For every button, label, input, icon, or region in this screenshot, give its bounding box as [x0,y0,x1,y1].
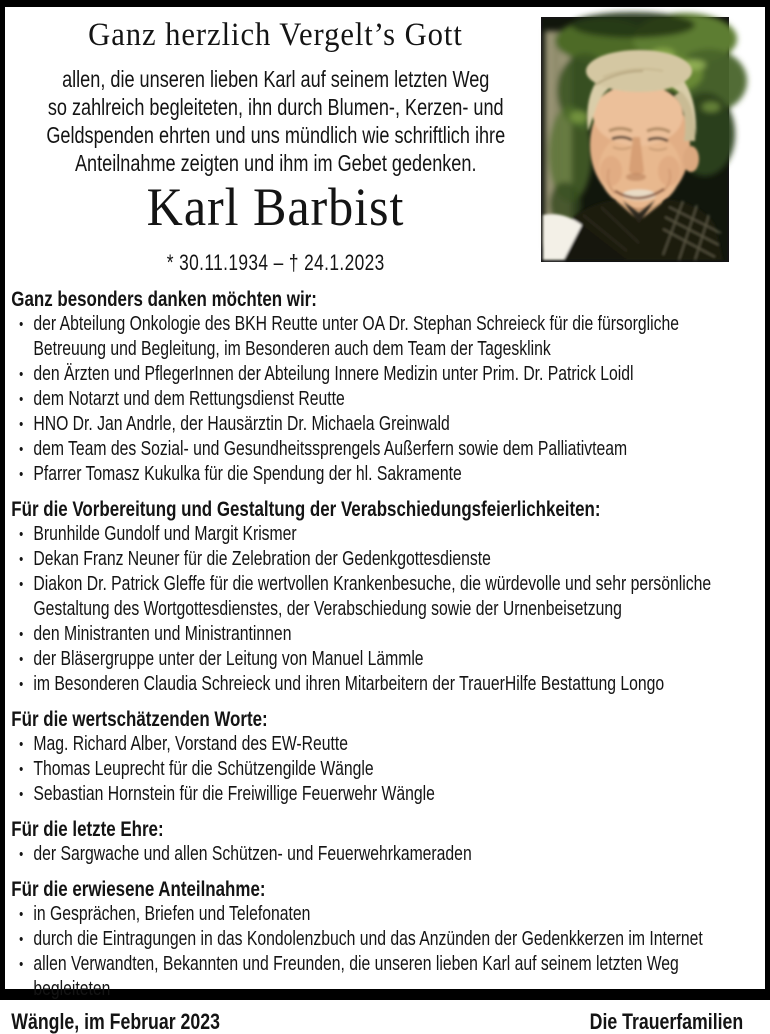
deceased-name: Karl Barbist [146,177,405,237]
signature: Die Trauerfamilien [589,1009,744,1034]
thanks-list [11,312,743,487]
list-item: • der Abteilung Onkologie des BKH Reutte unter OA Dr. Stephan Schreieck für die fürsorgliche Betreuung und Begleitung, im Besonderen auch dem Team der Tagesklink [11,312,743,362]
list-item: • allen Verwandten, Bekannten und Freunden, die unseren lieben Karl auf seinem letzten Weg begleiteten [11,952,743,1002]
intro-line: Anteilnahme zeigten und ihm im Gebet gedenken. [74,150,477,176]
headline-text: Ganz herzlich Vergelt’s Gott [88,17,464,53]
section-title: Für die Vorbereitung und Gestaltung der Verabschiedungsfeierlichkeiten: [11,497,601,521]
place-date: Wängle, im Februar 2023 [11,1009,220,1034]
list-item: • durch die Eintragungen in das Kondolenzbuch und das Anzünden der Gedenkkerzen im Internet [11,927,743,952]
deceased-name-line [11,177,540,247]
intro-text [11,65,540,177]
list-item: • Dekan Franz Neuner für die Zelebration der Gedenkgottesdienste [11,547,743,572]
intro-line: Geldspenden ehrten und uns mündlich wie schriftlich ihre [46,122,506,148]
intro-line: allen, die unseren lieben Karl auf seinem letzten Weg [62,66,490,92]
list-item: • der Bläsergruppe unter der Leitung von Manuel Lämmle [11,647,743,672]
headline [11,17,540,59]
section-title: Ganz besonders danken möchten wir: [11,287,317,311]
list-item: • Thomas Leuprecht für die Schützengilde Wängle [11,757,743,782]
section-title: Für die wertschätzenden Worte: [11,707,268,731]
list-item: • im Besonderen Claudia Schreieck und ihren Mitarbeitern der TrauerHilfe Bestattung Longo [11,672,743,697]
thanks-list [11,902,743,1002]
portrait-illustration [543,19,727,260]
list-item: • dem Notarzt und dem Rettungsdienst Reutte [11,387,743,412]
thanks-sections [11,287,743,1002]
list-item: • den Ärzten und PflegerInnen der Abteilung Innere Medizin unter Prim. Dr. Patrick Loidl [11,362,743,387]
thanks-list [11,522,743,697]
section-last-honor [11,817,743,867]
thanks-list [11,732,743,807]
list-item: • Sebastian Hornstein für die Freiwillige Feuerwehr Wängle [11,782,743,807]
notice-content-area [5,7,765,1034]
list-item: • der Sargwache und allen Schützen- und Feuerwehrkameraden [11,842,743,867]
section-special-thanks [11,287,743,487]
list-item: • Diakon Dr. Patrick Gleffe für die wertvollen Krankenbesuche, die würdevolle und sehr persönliche Gestaltung des Wortgottesdienstes, der Verabschiedung sowie der Urnenbeisetzung [11,572,743,622]
list-item: • Mag. Richard Alber, Vorstand des EW-Reutte [11,732,743,757]
section-ceremony [11,497,743,697]
list-item: • den Ministranten und Ministrantinnen [11,622,743,647]
portrait-photo [541,17,729,262]
list-item: • dem Team des Sozial- und Gesundheitssprengels Außerfern sowie dem Palliativteam [11,437,743,462]
list-item: • in Gesprächen, Briefen und Telefonaten [11,902,743,927]
section-kind-words [11,707,743,807]
intro-line: so zahlreich begleiteten, ihn durch Blumen-, Kerzen- und [47,94,504,120]
thanks-list [11,842,743,867]
list-item: • Brunhilde Gundolf und Margit Krismer [11,522,743,547]
notice-footer [11,1009,743,1034]
section-condolences [11,877,743,1002]
section-title: Für die erwiesene Anteilnahme: [11,877,266,901]
section-title: Für die letzte Ehre: [11,817,164,841]
notice-header [11,17,540,275]
list-item: • Pfarrer Tomasz Kukulka für die Spendung der hl. Sakramente [11,462,743,487]
life-dates: * 30.11.1934 – † 24.1.2023 [166,250,385,275]
list-item: • HNO Dr. Jan Andrle, der Hausärztin Dr. Michaela Greinwald [11,412,743,437]
